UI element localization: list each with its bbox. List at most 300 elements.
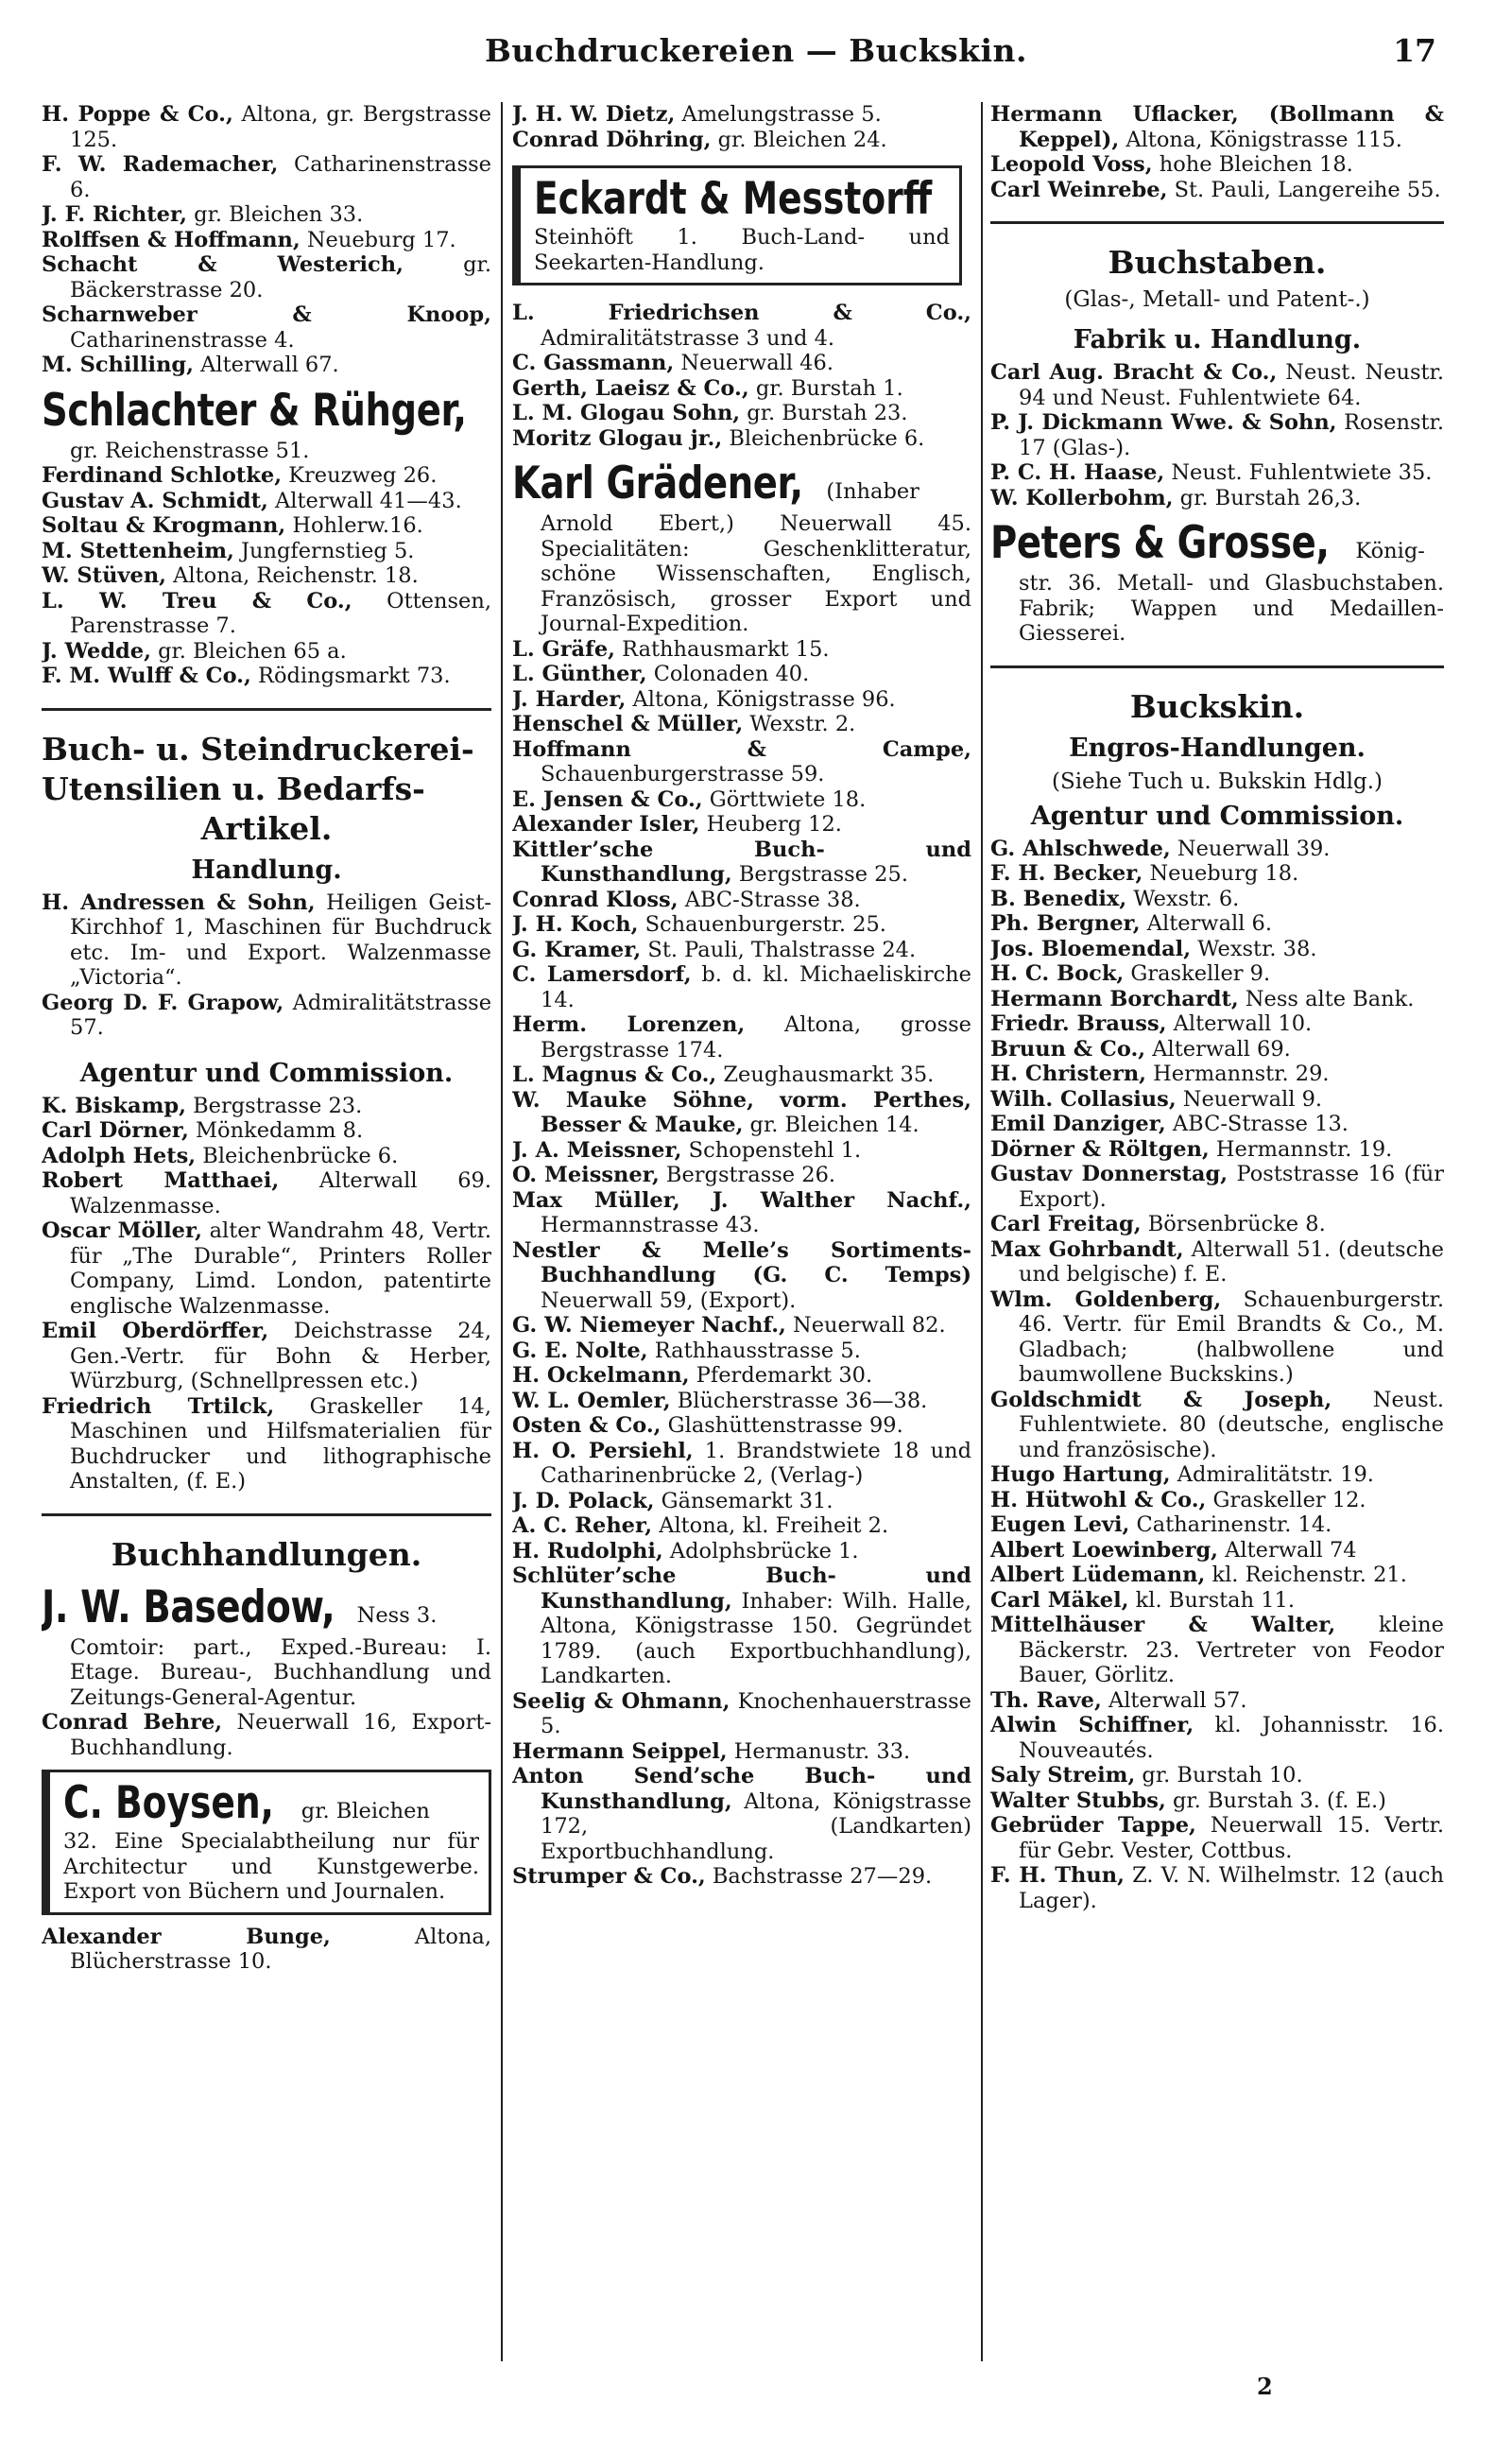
directory-entry — [512, 1739, 971, 1765]
entry-name: Schlüter’sche Buch- und Kunsthandlung, — [512, 1563, 971, 1614]
entry-name: J. D. Polack, — [512, 1488, 655, 1513]
ad-title: J. W. Basedow, — [42, 1581, 335, 1633]
ad-text: 32. Eine Specialabtheilung nur für Architectur und Kunstgewerbe. Export von Büchern und Journalen. — [63, 1829, 479, 1904]
entry-details: Ness alte Bank. — [1238, 986, 1415, 1011]
ad-text: Steinhöft 1. Buch-Land- und Seekarten-Handlung. — [534, 225, 950, 275]
directory-entry — [990, 1137, 1444, 1163]
entry-details: Alterwall 57. — [1101, 1687, 1247, 1713]
directory-entry — [42, 1218, 491, 1319]
entry-details: St. Pauli, Thalstrasse 24. — [641, 937, 917, 962]
entry-name: H. C. Bock, — [990, 961, 1125, 986]
ad-text: str. 36. Metall- und Glasbuchstaben. Fabrik; Wappen und Medaillen-Giesserei. — [1019, 571, 1444, 646]
directory-entry — [990, 1613, 1444, 1688]
entry-details: Altona, Königstrasse 115. — [1119, 127, 1402, 152]
entry-name: Strumper & Co., — [512, 1864, 706, 1889]
entry-name: E. Jensen & Co., — [512, 786, 703, 812]
entry-name: Henschel & Müller, — [512, 712, 744, 736]
entry-name: Hoffmann & Campe, — [512, 736, 971, 762]
entry-name: Anton Send’sche Buch- und Kunsthandlung, — [512, 1764, 971, 1814]
directory-entry — [512, 102, 971, 128]
ad-title: Karl Grädener, — [512, 458, 803, 510]
entry-details: Alterwall 69. — [1145, 1036, 1291, 1062]
entry-list — [990, 360, 1444, 510]
entry-name: C. Lamersdorf, — [512, 962, 692, 987]
ad-peters-grosse — [990, 516, 1444, 571]
entry-name: Schacht & Westerich, — [42, 252, 404, 277]
entry-details: Neuerwall 82. — [785, 1313, 946, 1338]
entry-name: C. Gassmann, — [512, 351, 675, 375]
entry-name: G. Kramer, — [512, 937, 642, 962]
entry-name: Albert Lüdemann, — [990, 1563, 1206, 1587]
entry-list — [42, 102, 491, 378]
directory-entry — [42, 228, 491, 253]
entry-details: Bergstrasse 26. — [659, 1163, 836, 1187]
directory-entry — [42, 202, 491, 228]
directory-entry — [990, 961, 1444, 987]
directory-entry — [512, 1163, 971, 1188]
entry-details: Amelungstrasse 5. — [675, 102, 882, 127]
directory-entry — [990, 1037, 1444, 1062]
directory-entry — [512, 712, 971, 737]
entry-name: Carl Aug. Bracht & Co., — [990, 360, 1278, 385]
directory-entry — [990, 1388, 1444, 1463]
entry-details: ABC-Strasse 13. — [1165, 1112, 1349, 1136]
directory-entry — [512, 1689, 971, 1739]
section-heading-utensilien-1: Buch- u. Steindruckerei- — [42, 730, 474, 768]
entry-name: H. Ockelmann, — [512, 1363, 690, 1388]
entry-name: Carl Weinrebe, — [990, 177, 1168, 202]
entry-list — [512, 637, 971, 1890]
directory-entry — [512, 962, 971, 1012]
entry-name: L. Günther, — [512, 662, 647, 686]
entry-name: H. Hütwohl & Co., — [990, 1487, 1207, 1512]
ad-title-tail: König- — [1349, 539, 1425, 563]
directory-entry — [512, 1764, 971, 1864]
ad-schlachter-ruehger — [42, 384, 491, 439]
entry-details: Bachstrasse 27—29. — [705, 1864, 933, 1889]
entry-details: Alterwall 41—43. — [267, 488, 462, 513]
entry-details: Neuerwall 15. Vertr. für Gebr. Vester, Cottbus. — [1019, 1813, 1444, 1863]
ad-title: Peters & Grosse, — [990, 517, 1330, 569]
directory-entry — [512, 1062, 971, 1088]
entry-list — [42, 890, 491, 1041]
directory-entry — [990, 837, 1444, 862]
entry-details: Alterwall 51. (deutsche und belgische) f. E. — [1019, 1236, 1444, 1287]
section-heading-buchstaben: Buchstaben. — [1108, 244, 1327, 281]
entry-details: Görttwiete 18. — [702, 786, 867, 812]
directory-entry — [512, 1489, 971, 1514]
directory-entry — [42, 991, 491, 1041]
entry-name: Ferdinand Schlotke, — [42, 463, 283, 488]
ad-text: Arnold Ebert,) Neuerwall 45. Specialitäten: Geschenklitteratur, schöne Wissenschaften, Englisch, Französisch, grosser Export und Journal-Expedition. — [541, 511, 971, 636]
entry-name: Moritz Glogau jr., — [512, 425, 723, 451]
entry-details: Wexstr. 6. — [1126, 886, 1240, 911]
entry-details: kl. Reichenstr. 21. — [1205, 1563, 1407, 1587]
entry-details: Neueburg 17. — [300, 227, 456, 252]
section-note: (Glas-, Metall- und Patent-.) — [1064, 287, 1370, 312]
entry-details: Blücherstrasse 36—38. — [670, 1388, 928, 1413]
directory-entry — [512, 401, 971, 426]
entry-details: b. d. kl. Michaeliskirche 14. — [541, 962, 971, 1012]
directory-entry — [990, 1563, 1444, 1588]
entry-name: P. J. Dickmann Wwe. & Sohn, — [990, 410, 1337, 435]
entry-name: Carl Freitag, — [990, 1212, 1142, 1236]
directory-entry — [42, 1144, 491, 1169]
directory-entry — [42, 463, 491, 489]
directory-entry — [512, 128, 971, 153]
entry-details: Heiligen Geist-Kirchhof 1, Maschinen für Buchdruck etc. Im- und Export. Walzenmasse „Victoria“. — [70, 890, 491, 990]
entry-details: gr. Bleichen 14. — [743, 1113, 919, 1137]
entry-list — [512, 301, 971, 451]
entry-name: Oscar Möller, — [42, 1218, 203, 1243]
entry-details: Wexstr. 2. — [743, 712, 856, 736]
entry-name: Alwin Schiffner, — [990, 1713, 1194, 1737]
entry-name: Hermann Borchardt, — [990, 986, 1239, 1011]
directory-entry — [990, 1462, 1444, 1488]
entry-details: Neuerwall 59, (Export). — [541, 1287, 797, 1313]
directory-entry — [990, 987, 1444, 1012]
ad-text: Comtoir: part., Exped.-Bureau: I. Etage. Bureau-, Buchhandlung und Zeitungs-General-Agentur. — [70, 1634, 491, 1710]
entry-details: Rödingsmarkt 73. — [250, 664, 451, 688]
entry-details: 1. Brandstwiete 18 und Catharinenbrücke 2, (Verlag-) — [541, 1438, 971, 1488]
column-rule-2 — [981, 102, 983, 2361]
entry-details: Rosenstr. 17 (Glas-). — [1019, 410, 1444, 460]
entry-details: gr. Bleichen 33. — [187, 202, 364, 227]
entry-name: Saly Streim, — [990, 1763, 1136, 1788]
entry-name: Soltau & Krogmann, — [42, 513, 286, 538]
directory-entry — [512, 1138, 971, 1164]
section-heading-buckskin: Buckskin. — [1129, 687, 1305, 725]
entry-details: Hohlerw.16. — [285, 513, 423, 538]
entry-name: Jos. Bloemendal, — [990, 936, 1192, 961]
entry-details: Adolphsbrücke 1. — [662, 1538, 859, 1563]
directory-entry — [512, 1012, 971, 1062]
entry-details: gr. Bäckerstrasse 20. — [70, 252, 491, 302]
entry-details: Catharinenstrasse 4. — [70, 327, 295, 353]
directory-entry — [42, 664, 491, 689]
directory-entry — [512, 912, 971, 938]
entry-details: Kreuzweg 26. — [282, 463, 438, 488]
directory-entry — [42, 1094, 491, 1119]
entry-name: L. Friedrichsen & Co., — [512, 301, 971, 325]
entry-list — [42, 1710, 491, 1760]
entry-details: Pferdemarkt 30. — [689, 1363, 873, 1388]
directory-entry — [512, 888, 971, 913]
entry-name: Max Müller, J. Walther Nachf., — [512, 1187, 971, 1213]
section-heading-buchhandlungen: Buchhandlungen. — [111, 1535, 422, 1573]
entry-name: Th. Rave, — [990, 1687, 1102, 1713]
running-title: Buchdruckereien — Buckskin. — [484, 32, 1028, 69]
entry-name: J. H. W. Dietz, — [512, 102, 676, 127]
entry-details: Neuerwall 16, Export-Buchhandlung. — [70, 1710, 491, 1760]
entry-name: Hermann Uflacker, (Bollmann & Keppel), — [990, 102, 1444, 152]
entry-name: Emil Oberdörffer, — [42, 1319, 269, 1343]
section-divider — [42, 1513, 491, 1516]
column-1 — [42, 102, 491, 2352]
entry-details: kl. Burstah 11. — [1128, 1587, 1295, 1613]
entry-name: L. M. Glogau Sohn, — [512, 401, 741, 425]
ad-address: gr. Reichenstrasse 51. — [70, 438, 310, 463]
directory-entry — [990, 1488, 1444, 1513]
entry-name: Conrad Behre, — [42, 1710, 223, 1735]
ad-basedow — [42, 1581, 491, 1635]
entry-name: G. W. Niemeyer Nachf., — [512, 1313, 786, 1338]
entry-details: Admiralitätstr. 19. — [1170, 1462, 1374, 1487]
entry-details: kleine Bäckerstr. 23. Vertreter von Feodor Bauer, Görlitz. — [1019, 1613, 1444, 1687]
entry-details: Altona, Königstrasse 96. — [626, 686, 896, 712]
column-rule-1 — [501, 102, 503, 2361]
directory-entry — [990, 1763, 1444, 1788]
directory-entry — [990, 911, 1444, 937]
entry-name: J. Harder, — [512, 686, 627, 712]
entry-list — [42, 1094, 491, 1494]
directory-entry — [512, 938, 971, 963]
entry-name: A. C. Reher, — [512, 1513, 653, 1538]
entry-name: M. Stettenheim, — [42, 538, 234, 563]
entry-details: Catharinenstrasse 6. — [70, 152, 491, 202]
entry-name: L. Magnus & Co., — [512, 1062, 717, 1087]
entry-list — [990, 102, 1444, 202]
entry-name: H. Poppe & Co., — [42, 102, 233, 127]
entry-details: gr. Burstah 23. — [740, 401, 908, 425]
entry-name: Bruun & Co., — [990, 1036, 1146, 1062]
directory-entry — [512, 1413, 971, 1439]
entry-name: W. Mauke Söhne, vorm. Perthes, Besser & Mauke, — [512, 1087, 971, 1137]
entry-name: Conrad Kloss, — [512, 887, 679, 912]
entry-details: Schauenburgerstr. 25. — [638, 912, 886, 937]
entry-details: kl. Johannisstr. 16. Nouveautés. — [1019, 1713, 1444, 1763]
entry-details: gr. Bleichen 24. — [711, 127, 887, 152]
entry-name: Gerth, Laeisz & Co., — [512, 375, 749, 401]
entry-details: Rathhausmarkt 15. — [614, 636, 830, 662]
directory-entry — [42, 102, 491, 152]
entry-name: Alexander Bunge, — [42, 1924, 331, 1949]
directory-entry — [512, 376, 971, 402]
directory-entry — [42, 489, 491, 514]
entry-details: Börsenbrücke 8. — [1141, 1212, 1326, 1236]
entry-details: Heuberg 12. — [699, 812, 842, 837]
directory-entry — [512, 301, 971, 351]
directory-entry — [990, 1813, 1444, 1863]
entry-details: Schauenburgerstrasse 59. — [541, 762, 825, 786]
entry-details: Bergstrasse 25. — [731, 862, 908, 887]
entry-details: Z. V. N. Wilhelmstr. 12 (auch Lager). — [1019, 1863, 1444, 1913]
entry-details: Glashüttenstrasse 99. — [661, 1413, 903, 1438]
directory-entry — [42, 513, 491, 539]
entry-details: Hermanustr. 33. — [727, 1738, 911, 1764]
entry-name: J. Wedde, — [42, 638, 151, 664]
directory-entry — [512, 1313, 971, 1339]
page-header — [0, 32, 1512, 79]
entry-name: Kittler’sche Buch- und Kunsthandlung, — [512, 837, 971, 887]
directory-entry — [42, 1394, 491, 1494]
entry-details: Zeughausmarkt 35. — [716, 1062, 935, 1087]
directory-entry — [990, 1237, 1444, 1287]
directory-entry — [42, 1168, 491, 1218]
section-divider — [990, 221, 1444, 224]
ad-box-eckardt-messtorff — [512, 165, 962, 285]
ad-title-tail: Ness 3. — [350, 1602, 438, 1628]
directory-entry — [990, 1688, 1444, 1714]
entry-details: St. Pauli, Langereihe 55. — [1167, 177, 1441, 202]
ad-graedener — [512, 457, 971, 511]
entry-name: Georg D. F. Grapow, — [42, 990, 284, 1015]
directory-entry — [512, 351, 971, 376]
directory-entry — [990, 1112, 1444, 1137]
entry-name: Conrad Döhring, — [512, 127, 712, 152]
entry-details: Alterwall 69. Walzenmasse. — [70, 1168, 491, 1218]
directory-entry — [990, 1062, 1444, 1087]
entry-details: Hermannstr. 29. — [1146, 1062, 1330, 1086]
directory-entry — [990, 937, 1444, 962]
directory-entry — [42, 1710, 491, 1760]
entry-details: Bergstrasse 23. — [186, 1093, 363, 1118]
directory-entry — [512, 1389, 971, 1414]
entry-details: Neust. Fuhlentwiete 35. — [1164, 460, 1433, 485]
entry-list — [512, 102, 971, 152]
directory-entry — [990, 486, 1444, 511]
section-heading-utensilien-3: Artikel. — [200, 809, 333, 847]
directory-entry — [990, 1863, 1444, 1913]
entry-name: Albert Loewinberg, — [990, 1537, 1219, 1563]
ad-title: Eckardt & Messtorff — [534, 173, 933, 225]
entry-details: Schopenstehl 1. — [681, 1137, 862, 1163]
entry-details: alter Wandrahm 48, Vertr. für „The Durable“, Printers Roller Company, Limd. London, patentirte englische Walzenmasse. — [70, 1218, 491, 1319]
directory-entry — [990, 1713, 1444, 1763]
entry-list — [990, 837, 1444, 1914]
entry-name: Carl Dörner, — [42, 1118, 189, 1143]
section-heading-utensilien-2: Utensilien u. Bedarfs- — [42, 769, 425, 807]
entry-name: J. A. Meissner, — [512, 1137, 682, 1163]
directory-entry — [512, 1439, 971, 1489]
entry-details: Graskeller 12. — [1206, 1487, 1366, 1512]
signature-mark: 2 — [1257, 2373, 1273, 2400]
entry-details: gr. Burstah 3. (f. E.) — [1165, 1788, 1386, 1813]
entry-name: Ph. Bergner, — [990, 911, 1141, 936]
entry-name: Herm. Lorenzen, — [512, 1012, 746, 1037]
directory-entry — [512, 1238, 971, 1314]
entry-name: Hugo Hartung, — [990, 1462, 1171, 1487]
entry-details: Colonaden 40. — [646, 662, 810, 686]
directory-entry — [42, 1319, 491, 1394]
entry-details: Neuerwall 9. — [1176, 1086, 1323, 1112]
entry-details: Altona, Reichenstr. 18. — [166, 563, 419, 588]
entry-name: Osten & Co., — [512, 1413, 662, 1438]
directory-entry — [990, 460, 1444, 486]
entry-details: Admiralitätstrasse 3 und 4. — [541, 325, 835, 351]
entry-name: Alexander Isler, — [512, 812, 700, 837]
directory-entry — [990, 1287, 1444, 1388]
column-3 — [990, 102, 1444, 2352]
subheading-agentur: Agentur und Commission. — [1030, 801, 1404, 831]
entry-name: F. H. Becker, — [990, 861, 1143, 886]
entry-list — [42, 463, 491, 689]
entry-name: H. O. Persiehl, — [512, 1438, 694, 1463]
directory-entry — [42, 1118, 491, 1144]
directory-entry — [990, 861, 1444, 887]
entry-details: Alterwall 10. — [1166, 1011, 1313, 1036]
directory-entry — [512, 662, 971, 687]
directory-entry — [42, 890, 491, 991]
directory-entry — [990, 1162, 1444, 1212]
entry-details: Alterwall 6. — [1140, 911, 1272, 936]
directory-entry — [512, 1088, 971, 1138]
directory-entry — [42, 1925, 491, 1975]
directory-entry — [990, 102, 1444, 152]
entry-name: B. Benedix, — [990, 886, 1127, 911]
directory-entry — [990, 1011, 1444, 1037]
entry-details: Neuerwall 46. — [674, 351, 833, 375]
entry-name: Nestler & Melle’s Sortiments-Buchhandlung (G. C. Temps) — [512, 1237, 971, 1287]
entry-details: hohe Bleichen 18. — [1152, 152, 1353, 177]
entry-details: Knochenhauerstrasse 5. — [541, 1688, 971, 1738]
entry-name: O. Meissner, — [512, 1163, 660, 1187]
entry-details: Alterwall 67. — [194, 353, 339, 377]
entry-name: J. H. Koch, — [512, 912, 639, 937]
directory-entry — [990, 1512, 1444, 1538]
entry-name: Wilh. Collasius, — [990, 1086, 1177, 1112]
directory-entry — [990, 1538, 1444, 1563]
entry-details: Mönkedamm 8. — [188, 1118, 364, 1143]
entry-details: Altona, kl. Freiheit 2. — [652, 1513, 889, 1538]
entry-name: Carl Mäkel, — [990, 1587, 1129, 1613]
entry-name: L. Gräfe, — [512, 636, 615, 662]
entry-name: Mittelhäuser & Walter, — [990, 1613, 1336, 1637]
directory-entry — [512, 1188, 971, 1238]
entry-name: Eugen Levi, — [990, 1512, 1130, 1537]
entry-name: Friedr. Brauss, — [990, 1011, 1167, 1036]
entry-name: J. F. Richter, — [42, 202, 188, 227]
subheading-agentur: Agentur und Commission. — [79, 1058, 454, 1088]
entry-name: F. H. Thun, — [990, 1863, 1125, 1888]
entry-details: Rathhausstrasse 5. — [647, 1338, 861, 1363]
directory-entry — [42, 639, 491, 665]
directory-entry — [512, 1363, 971, 1389]
directory-entry — [990, 1087, 1444, 1113]
entry-name: H. Christern, — [990, 1062, 1147, 1086]
directory-entry — [42, 252, 491, 302]
ad-title-tail: gr. Bleichen — [294, 1799, 430, 1823]
entry-name: Gebrüder Tappe, — [990, 1813, 1196, 1838]
column-2 — [512, 102, 971, 2352]
entry-name: Gustav A. Schmidt, — [42, 488, 268, 513]
entry-name: Dörner & Röltgen, — [990, 1136, 1210, 1162]
directory-entry — [512, 637, 971, 663]
entry-details: Bleichenbrücke 6. — [196, 1143, 399, 1168]
entry-details: Hermannstr. 19. — [1209, 1136, 1393, 1162]
directory-entry — [512, 1563, 971, 1689]
entry-name: Friedrich Trtilck, — [42, 1393, 275, 1419]
entry-details: Wexstr. 38. — [1191, 936, 1317, 961]
entry-name: Goldschmidt & Joseph, — [990, 1387, 1332, 1412]
entry-name: Seelig & Ohmann, — [512, 1688, 730, 1714]
entry-details: Schauenburgerstr. 46. Vertr. für Emil Brandts & Co., M. Gladbach; (halbwollene und baumwollene Buckskins.) — [1019, 1287, 1444, 1387]
entry-details: Neueburg 18. — [1143, 861, 1299, 886]
entry-name: Emil Danziger, — [990, 1112, 1166, 1136]
entry-details: Poststrasse 16 (für Export). — [1019, 1162, 1444, 1212]
entry-name: Adolph Hets, — [42, 1143, 197, 1168]
entry-details: gr. Burstah 1. — [748, 375, 903, 401]
entry-details: ABC-Strasse 38. — [678, 887, 861, 912]
directory-entry — [512, 687, 971, 713]
directory-entry — [990, 1788, 1444, 1814]
directory-entry — [990, 1588, 1444, 1614]
directory-entry — [42, 563, 491, 589]
entry-details: Hermannstrasse 43. — [541, 1213, 760, 1237]
ad-title: Schlachter & Rühger, — [42, 384, 467, 437]
directory-entry — [512, 1864, 971, 1890]
directory-entry — [990, 152, 1444, 178]
